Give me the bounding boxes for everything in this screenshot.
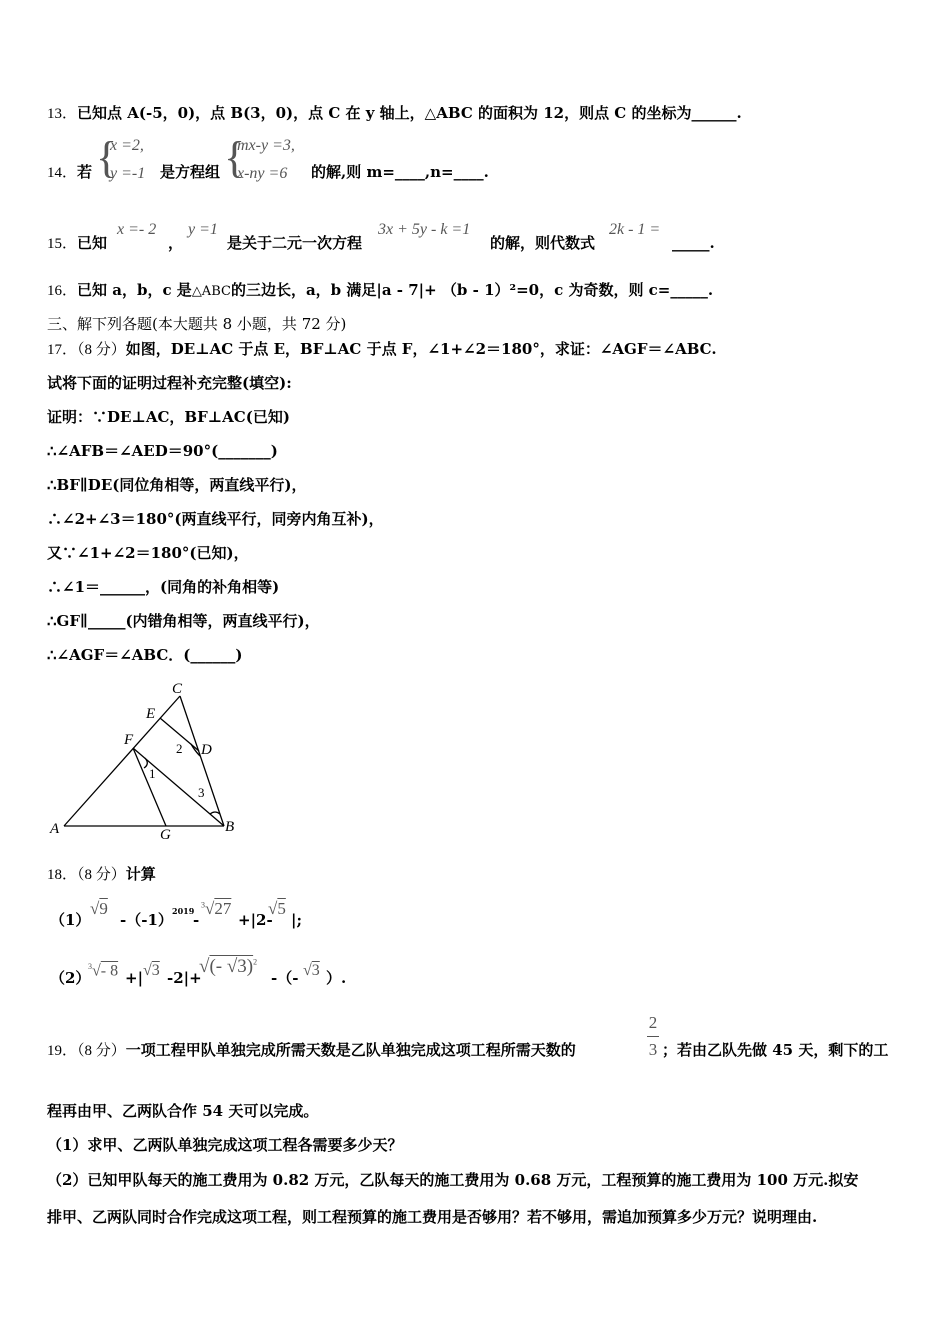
q17-line	[47, 339, 717, 360]
q19-part1: （1）求甲、乙两队单独完成这项工程各需要多少天？	[47, 1136, 403, 1154]
q18-p1-sqrt9: √9	[90, 899, 108, 918]
figure-label-F: F	[124, 732, 134, 748]
q19-text2: ；若由乙队先做 45 天，剩下的工	[662, 1041, 889, 1059]
q18-title: 计算	[125, 865, 156, 883]
q19-part2-line1: （2）已知甲队每天的施工费用为 0.82 万元，乙队每天的施工费用为 0.68 万元，工程预算的施工费用为 100 万元.拟安	[47, 1171, 859, 1189]
q14-mid: 是方程组	[160, 163, 221, 181]
q18-p1-dash: -	[193, 911, 200, 929]
q15-pre: 已知	[77, 234, 108, 252]
figure-label-C: C	[172, 681, 183, 697]
q15-blank: _____.	[672, 234, 715, 252]
q18-p2-b: -2|+	[167, 969, 202, 987]
q18-p2-sqrt3a: √3	[143, 962, 160, 979]
figure-label-3: 3	[198, 785, 205, 800]
q14-pre-line	[47, 162, 92, 183]
q14-sys1-line1: x =2,	[110, 137, 144, 154]
q14-pre: 若	[77, 163, 93, 181]
q19-text1: 一项工程甲队单独完成所需天数是乙队单独完成这项工程所需天数的	[125, 1041, 576, 1059]
q15-x-eq: x =- 2	[117, 221, 157, 238]
q17-proof-step: 证明：∵DE⊥AC，BF⊥AC(已知)	[47, 408, 290, 426]
q14-number: 14．	[47, 165, 78, 181]
q17-proof-step: ∴GF∥_____(内错角相等，两直线平行)，	[47, 612, 320, 630]
q18-p2-sqrt3b: √3	[303, 962, 320, 979]
q18-p2-label: （2）	[50, 969, 91, 987]
q15-comma: ，	[168, 234, 184, 252]
q15-y-eq: y =1	[188, 221, 218, 238]
q18-p1-b: +|2-	[238, 911, 273, 929]
q14-sys1-line2: y =-1	[110, 165, 146, 182]
q17-text: 如图，DE⊥AC 于点 E，BF⊥AC 于点 F，∠1+∠2＝180°，求证：∠AGF＝∠ABC.	[125, 340, 717, 358]
figure-label-D: D	[201, 742, 212, 758]
q16-text: 已知 a，b，c 是	[77, 281, 192, 299]
q19-part2-line2: 排甲、乙两队同时合作完成这项工程，则工程预算的施工费用是否够用？若不够用，需追加预算多少万元？说明理由.	[47, 1208, 818, 1226]
q19-line2: 程再由甲、乙两队合作 54 天可以完成。	[47, 1102, 319, 1120]
q19-fraction-bar	[647, 1036, 659, 1037]
q18-p1-end: |;	[291, 911, 302, 929]
q17-proof-step: ∴∠1＝______，(同角的补角相等)	[47, 578, 280, 596]
q19-line1	[47, 1040, 576, 1061]
q14-brace-left: {	[96, 133, 118, 182]
q16-triangle: △ABC	[191, 284, 231, 299]
q18-p1-cbrt27: $^3$√27	[201, 899, 232, 918]
q16-text2: 的三边长，a，b 满足|a - 7|+ （b - 1）²=0，c 为奇数，则 c=_____.	[230, 281, 714, 299]
figure-label-E: E	[146, 706, 156, 722]
q18-number: 18．（8 分）	[47, 867, 126, 883]
q15-number: 15．	[47, 236, 78, 252]
q18-p1-exp: 2019	[172, 906, 195, 916]
q15-pre-line	[47, 233, 107, 254]
q15-expr: 2k - 1 =	[609, 221, 661, 238]
section-3-heading: 三、解下列各题(本大题共 8 小题，共 72 分)	[47, 315, 347, 333]
q13-text: 已知点 A(-5，0)，点 B(3，0)，点 C 在 y 轴上，△ABC 的面积为 12，则点 C 的坐标为______.	[77, 104, 742, 122]
q18-p1-a: -（-1）	[120, 911, 173, 929]
q18-p1-label: （1）	[50, 911, 91, 929]
q18-line	[47, 864, 156, 885]
q15-mid: 是关于二元一次方程	[227, 234, 363, 252]
q18-p2-c: -（-	[271, 969, 299, 987]
q19-fraction-numerator: 2	[648, 1013, 658, 1032]
angle-arc-1	[144, 758, 147, 768]
q17-number: 17．（8 分）	[47, 342, 126, 358]
figure-label-G: G	[160, 827, 171, 843]
q17-geometry-figure	[40, 676, 250, 846]
figure-label-2: 2	[176, 741, 183, 756]
q18-p2-cbrt-8: $^3$√- 8	[88, 962, 119, 980]
segment-FG	[133, 748, 166, 826]
q15-mid2: 的解，则代数式	[490, 234, 596, 252]
q18-p2-sqrt-square: √(- √3)$^2$	[199, 956, 258, 977]
q14-sys2-line2: x-ny =6	[237, 165, 288, 182]
q18-p1-sqrt5: √5	[268, 899, 286, 918]
q17-instruction: 试将下面的证明过程补充完整(填空):	[47, 374, 292, 392]
q17-proof-step: ∴∠AGF＝∠ABC．(______)	[47, 646, 243, 664]
q14-sys2-line1: mx-y =3,	[237, 137, 295, 154]
q13-number: 13．	[47, 106, 78, 122]
q18-p2-end: ）.	[326, 969, 347, 987]
q13-line	[47, 103, 742, 124]
q14-post: 的解,则 m=____,n=____.	[311, 163, 489, 181]
q17-proof-step: ∴∠2+∠3＝180°(两直线平行，同旁内角互补)，	[47, 510, 384, 528]
q18-p2-a: +|	[125, 969, 144, 987]
q16-number: 16．	[47, 283, 78, 299]
q19-fraction-denominator: 3	[648, 1040, 658, 1059]
q16-line	[47, 280, 713, 302]
q15-equation: 3x + 5y - k =1	[378, 221, 471, 238]
segment-AC	[64, 696, 180, 826]
q17-proof-step: ∴∠AFB＝∠AED＝90°(_______)	[47, 442, 278, 460]
figure-label-B: B	[225, 819, 235, 835]
q17-proof-step: ∴BF∥DE(同位角相等，两直线平行)，	[47, 476, 307, 494]
figure-label-1: 1	[149, 766, 156, 781]
angle-arc-3	[210, 812, 220, 814]
q14-brace-right: {	[224, 133, 246, 182]
q17-proof-step: 又∵∠1+∠2＝180°(已知)，	[47, 544, 249, 562]
q19-number: 19．（8 分）	[47, 1043, 126, 1059]
figure-label-A: A	[50, 821, 60, 837]
